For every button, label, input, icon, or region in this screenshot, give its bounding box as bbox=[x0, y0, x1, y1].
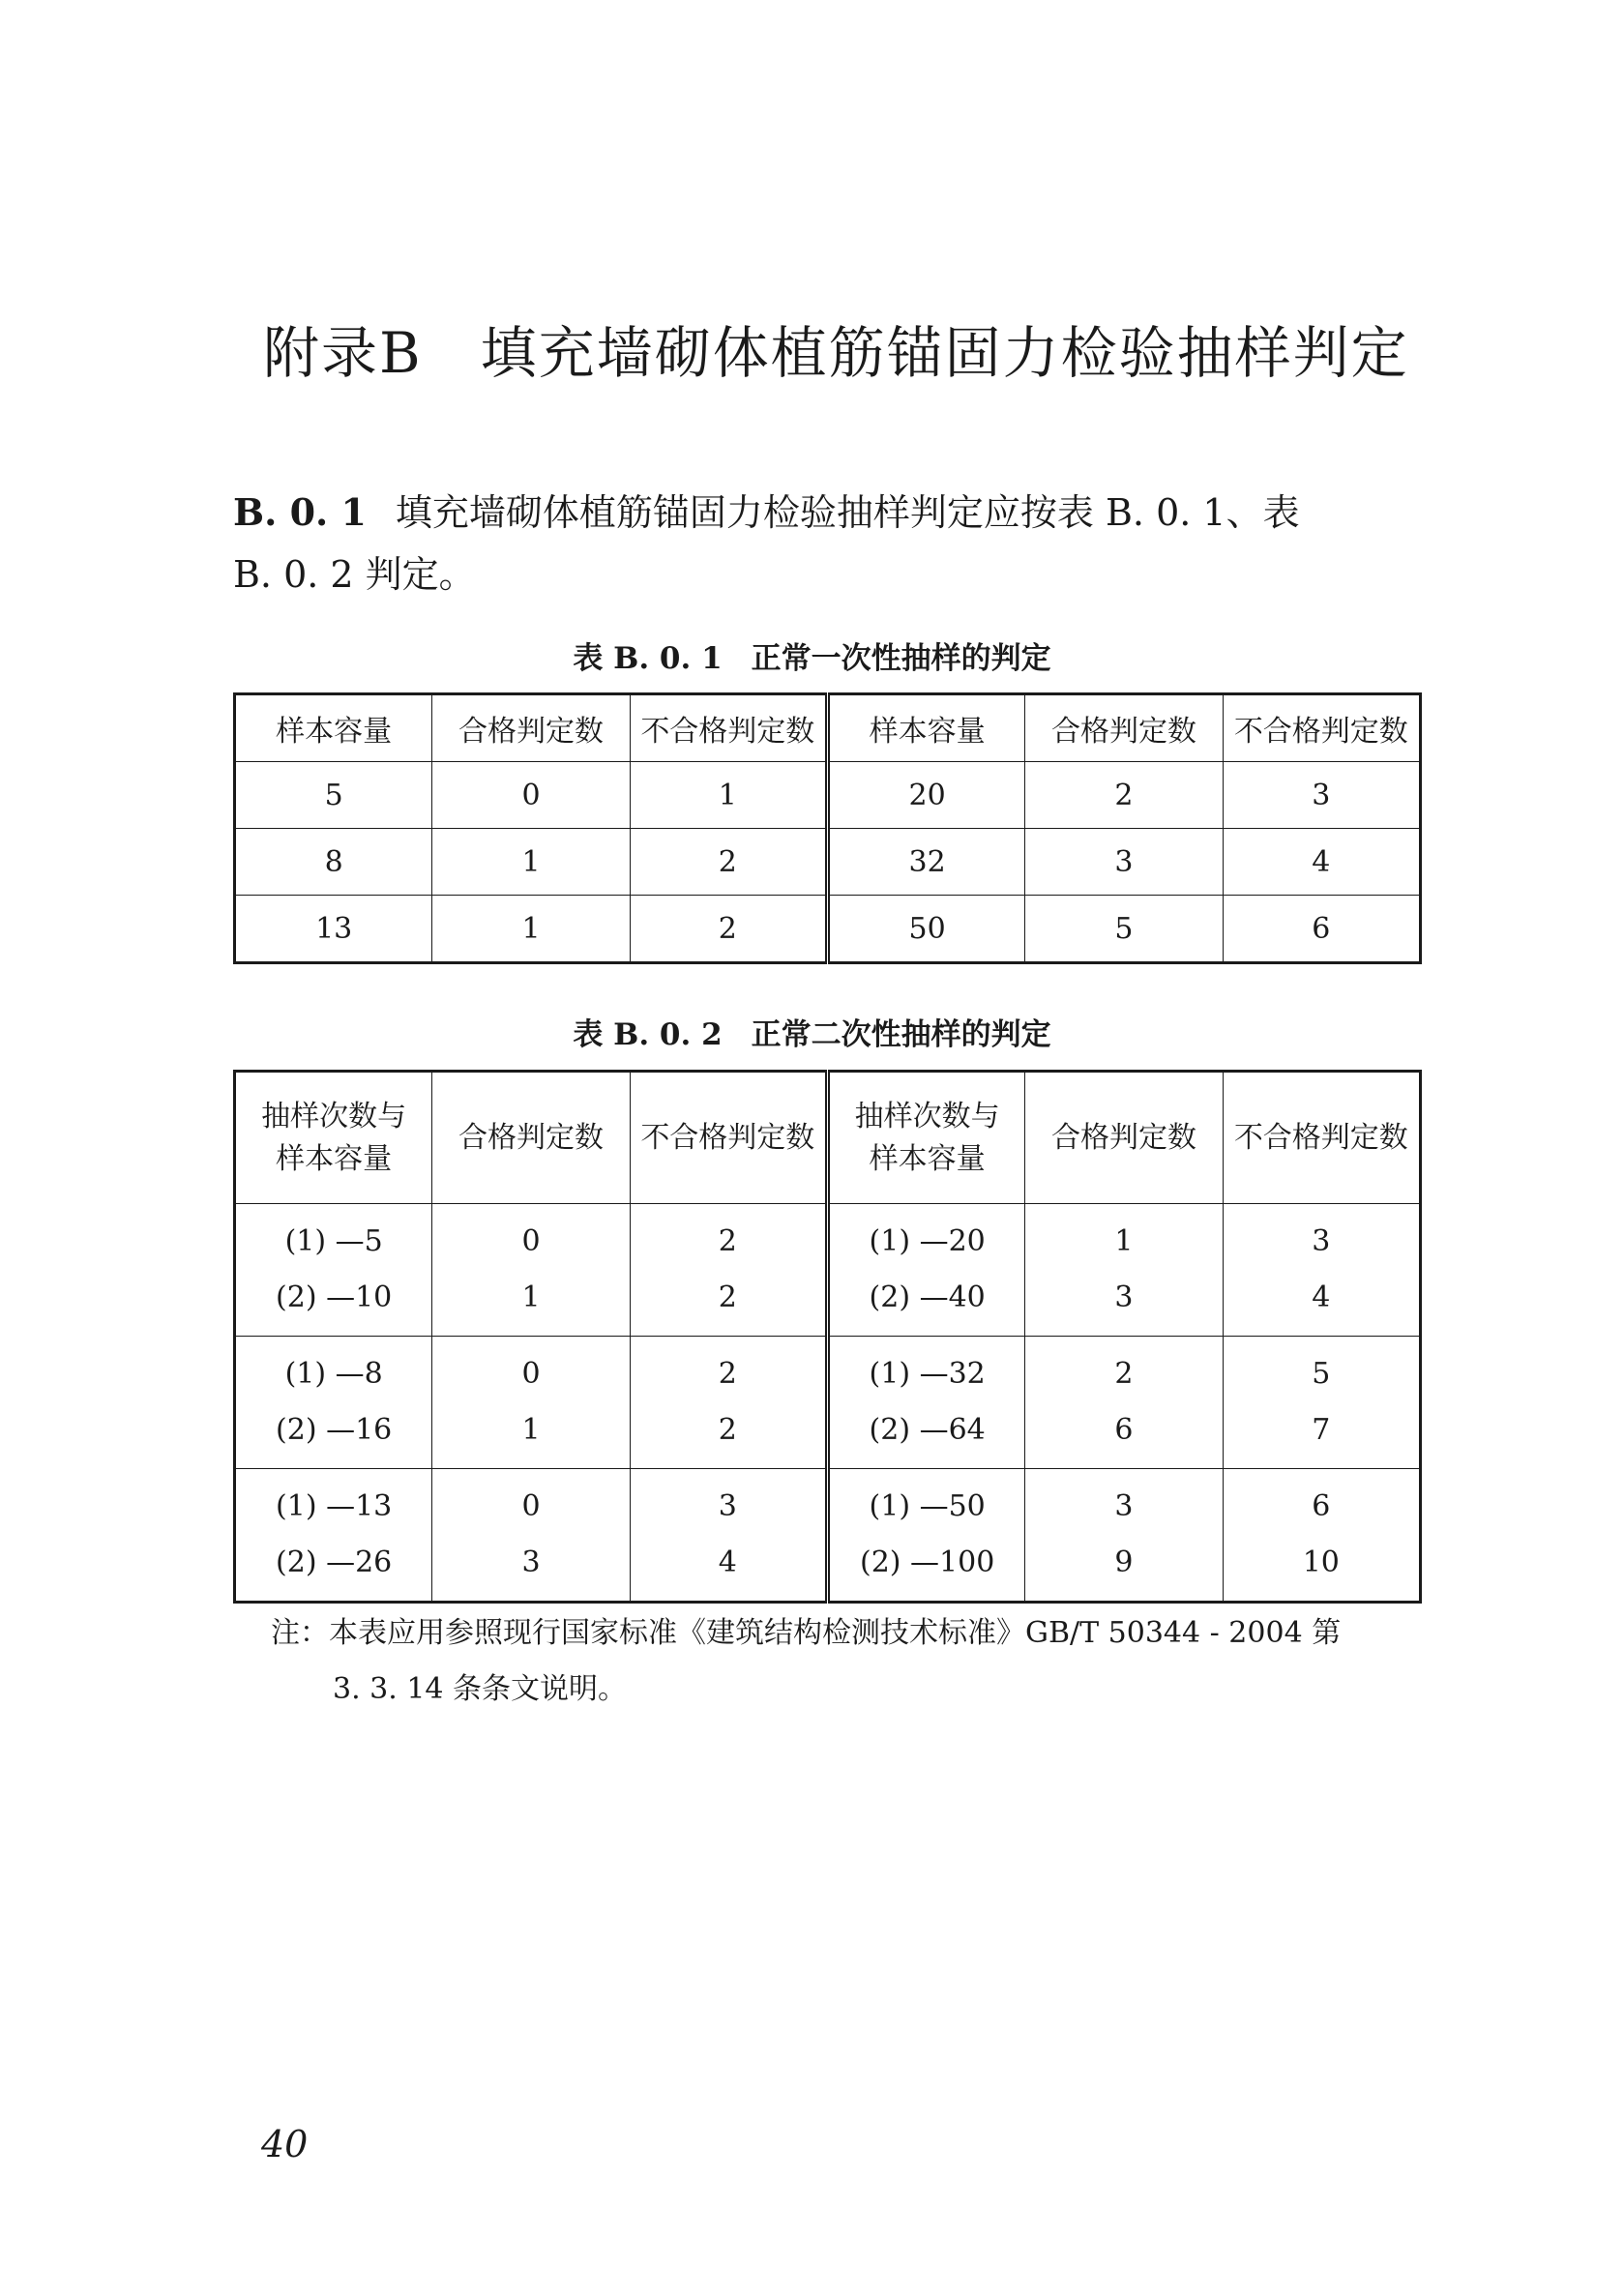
table1-header-cell: 合格判定数 bbox=[432, 694, 630, 762]
cell-line: 3 bbox=[1114, 1489, 1134, 1523]
cell-line: 6 bbox=[1312, 1489, 1331, 1523]
table-cell: 2 bbox=[630, 829, 827, 896]
clause-b01 bbox=[233, 482, 1423, 605]
cell-line: 4 bbox=[718, 1545, 737, 1579]
cell-line: 5 bbox=[1312, 1357, 1331, 1391]
table-cell: 2 bbox=[630, 896, 827, 963]
cell-line: (2) —26 bbox=[276, 1545, 393, 1579]
table-row bbox=[235, 1469, 1421, 1603]
cell-line: 1 bbox=[1114, 1224, 1134, 1258]
cell-line: 2 bbox=[718, 1413, 737, 1447]
table2-caption bbox=[0, 1010, 1624, 1053]
table-cell bbox=[630, 1469, 827, 1603]
table-cell: 5 bbox=[235, 762, 432, 829]
cell-line: (2) —100 bbox=[860, 1545, 995, 1579]
cell-line: 1 bbox=[521, 1280, 541, 1314]
table-single-sampling bbox=[233, 692, 1422, 964]
table-cell bbox=[827, 1469, 1024, 1603]
table2-header-cell bbox=[630, 1072, 827, 1204]
table-cell bbox=[235, 1469, 432, 1603]
header-line: 样本容量 bbox=[276, 1141, 393, 1176]
table1-header-row bbox=[235, 694, 1421, 762]
cell-line: 3 bbox=[1312, 1224, 1331, 1258]
cell-line: 2 bbox=[718, 1224, 737, 1258]
table1-header-cell: 不合格判定数 bbox=[630, 694, 827, 762]
table-cell: 4 bbox=[1223, 829, 1420, 896]
cell-line: 7 bbox=[1312, 1413, 1331, 1447]
table-cell: 6 bbox=[1223, 896, 1420, 963]
cell-line: 3 bbox=[521, 1545, 541, 1579]
table-row bbox=[235, 1337, 1421, 1469]
table-cell bbox=[1223, 1204, 1420, 1337]
clause-text-line1: 填充墙砌体植筋锚固力检验抽样判定应按表 B. 0. 1、表 bbox=[395, 491, 1300, 534]
table-row bbox=[235, 762, 1421, 829]
table-cell: 50 bbox=[827, 896, 1024, 963]
table-cell bbox=[827, 1204, 1024, 1337]
cell-line: (2) —40 bbox=[869, 1280, 986, 1314]
table-cell bbox=[432, 1204, 630, 1337]
page-number: 40 bbox=[261, 2123, 309, 2165]
cell-line: (1) —8 bbox=[284, 1357, 383, 1391]
cell-line: 2 bbox=[718, 1357, 737, 1391]
table-cell: 0 bbox=[432, 762, 630, 829]
clause-number: B. 0. 1 bbox=[233, 490, 367, 534]
cell-line: 2 bbox=[718, 1280, 737, 1314]
table1-header-cell: 样本容量 bbox=[235, 694, 432, 762]
cell-line: (2) —10 bbox=[276, 1280, 393, 1314]
table-cell bbox=[1025, 1337, 1223, 1469]
table-cell: 2 bbox=[1025, 762, 1223, 829]
table-cell: 32 bbox=[827, 829, 1024, 896]
table1-header-cell: 合格判定数 bbox=[1025, 694, 1223, 762]
table-cell bbox=[235, 1337, 432, 1469]
note-line1: 注：本表应用参照现行国家标准《建筑结构检测技术标准》GB/T 50344 - 2004 第 bbox=[271, 1616, 1342, 1650]
cell-line: (1) —13 bbox=[276, 1489, 393, 1523]
cell-line: 0 bbox=[521, 1224, 541, 1258]
cell-line: (1) —20 bbox=[869, 1224, 986, 1258]
cell-line: 4 bbox=[1312, 1280, 1331, 1314]
cell-line: 2 bbox=[1114, 1357, 1134, 1391]
header-line: 不合格判定数 bbox=[640, 1120, 815, 1155]
cell-line: (2) —64 bbox=[869, 1413, 986, 1447]
table-cell bbox=[630, 1337, 827, 1469]
table2-caption-number: 表 B. 0. 2 bbox=[573, 1017, 723, 1052]
table-cell: 5 bbox=[1025, 896, 1223, 963]
table-cell: 1 bbox=[432, 829, 630, 896]
table-cell: 20 bbox=[827, 762, 1024, 829]
table2-header-cell bbox=[235, 1072, 432, 1204]
table2-header-cell bbox=[1025, 1072, 1223, 1204]
table-cell bbox=[432, 1469, 630, 1603]
cell-line: 6 bbox=[1114, 1413, 1134, 1447]
cell-line: (1) —50 bbox=[869, 1489, 986, 1523]
cell-line: 3 bbox=[1114, 1280, 1134, 1314]
table-row bbox=[235, 896, 1421, 963]
header-line: 合格判定数 bbox=[458, 1120, 604, 1155]
table-note bbox=[271, 1605, 1432, 1718]
cell-line: 10 bbox=[1302, 1545, 1340, 1579]
table1-header-cell: 样本容量 bbox=[827, 694, 1024, 762]
table1-caption-number: 表 B. 0. 1 bbox=[573, 641, 723, 676]
table1-caption bbox=[0, 633, 1624, 677]
table-cell: 3 bbox=[1025, 829, 1223, 896]
header-line: 不合格判定数 bbox=[1233, 1120, 1408, 1155]
table-cell: 8 bbox=[235, 829, 432, 896]
header-line: 合格判定数 bbox=[1050, 1120, 1196, 1155]
cell-line: (1) —5 bbox=[284, 1224, 383, 1258]
table-cell: 3 bbox=[1223, 762, 1420, 829]
table-cell bbox=[630, 1204, 827, 1337]
table2-header-cell bbox=[1223, 1072, 1420, 1204]
table1-header-cell: 不合格判定数 bbox=[1223, 694, 1420, 762]
cell-line: (2) —16 bbox=[276, 1413, 393, 1447]
cell-line: (1) —32 bbox=[869, 1357, 986, 1391]
cell-line: 3 bbox=[718, 1489, 737, 1523]
table-cell bbox=[1025, 1469, 1223, 1603]
cell-line: 1 bbox=[521, 1413, 541, 1447]
page-title: 附录B 填充墙砌体植筋锚固力检验抽样判定 bbox=[263, 320, 1409, 386]
table2-caption-title: 正常二次性抽样的判定 bbox=[751, 1017, 1051, 1052]
table-cell bbox=[235, 1204, 432, 1337]
table1-caption-title: 正常一次性抽样的判定 bbox=[751, 641, 1051, 676]
clause-text-line2: B. 0. 2 判定。 bbox=[233, 553, 476, 596]
note-line2: 3. 3. 14 条条文说明。 bbox=[333, 1672, 628, 1706]
table-cell: 1 bbox=[630, 762, 827, 829]
table-cell bbox=[1223, 1337, 1420, 1469]
table-row bbox=[235, 829, 1421, 896]
table2-header-row bbox=[235, 1072, 1421, 1204]
table-double-sampling bbox=[233, 1070, 1422, 1604]
table-row bbox=[235, 1204, 1421, 1337]
table-cell bbox=[1025, 1204, 1223, 1337]
table-cell: 13 bbox=[235, 896, 432, 963]
cell-line: 0 bbox=[521, 1357, 541, 1391]
table2-header-cell bbox=[827, 1072, 1024, 1204]
table-cell: 1 bbox=[432, 896, 630, 963]
table-cell bbox=[432, 1337, 630, 1469]
cell-line: 9 bbox=[1114, 1545, 1134, 1579]
header-line: 抽样次数与 bbox=[261, 1099, 407, 1133]
header-line: 抽样次数与 bbox=[854, 1099, 1000, 1133]
table2-header-cell bbox=[432, 1072, 630, 1204]
table-cell bbox=[827, 1337, 1024, 1469]
header-line: 样本容量 bbox=[869, 1141, 986, 1176]
table-cell bbox=[1223, 1469, 1420, 1603]
cell-line: 0 bbox=[521, 1489, 541, 1523]
